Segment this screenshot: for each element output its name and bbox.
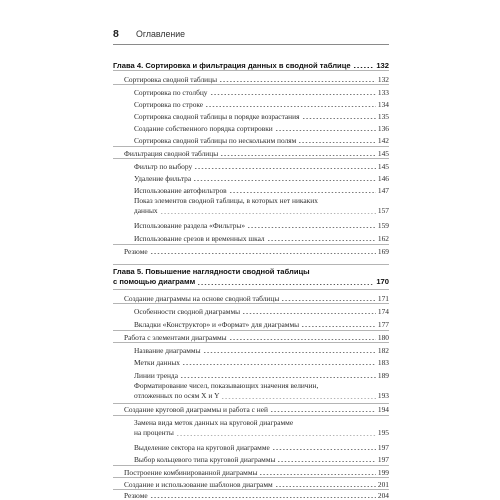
dot-leader	[194, 168, 376, 169]
dot-leader	[150, 497, 376, 498]
toc-chapter-5[interactable]: Глава 5. Повышение наглядности сводной таблицы с помощью диаграмм 170	[113, 267, 389, 287]
dot-leader	[229, 192, 376, 193]
dot-leader	[302, 118, 376, 119]
dot-leader	[267, 240, 376, 241]
dot-leader	[275, 130, 376, 131]
dot-leader	[220, 155, 376, 156]
toc-entry[interactable]: Создание собственного порядка сортировки 136	[134, 124, 389, 133]
toc-entry[interactable]: Сортировка по строке 134	[134, 100, 389, 109]
toc-entry[interactable]: Показ элементов сводной таблицы, в которых нет никаких данных 157	[134, 196, 389, 216]
toc-entry[interactable]: Создание и использование шаблонов диаграмм 201	[124, 480, 389, 489]
toc-entry[interactable]: Работа с элементами диаграммы 180	[124, 333, 389, 342]
dot-leader	[203, 352, 376, 353]
chapter-rule	[113, 264, 389, 265]
dot-leader	[229, 339, 376, 340]
dot-leader	[242, 313, 376, 314]
toc-entry[interactable]: Сортировка сводной таблицы по нескольким полям 142	[134, 136, 389, 145]
dot-leader	[150, 253, 376, 254]
dot-leader	[160, 213, 376, 214]
toc-entry[interactable]: Фильтр по выбору 145	[134, 162, 389, 171]
chapter-rule	[113, 70, 389, 71]
dot-leader	[298, 142, 376, 143]
dot-leader	[277, 461, 375, 462]
running-title: Оглавление	[136, 29, 186, 39]
toc-entry[interactable]: Название диаграммы 182	[134, 346, 389, 355]
toc-entry[interactable]: Вкладки «Конструктор» и «Формат» для диаграммы 177	[134, 320, 389, 329]
toc-entry[interactable]: Использование автофильтров 147	[134, 186, 389, 195]
toc-entry[interactable]: Создание диаграммы на основе сводной таблицы 171	[124, 294, 389, 303]
toc-entry[interactable]: Использование раздела «Фильтры» 159	[134, 221, 389, 230]
toc-entry[interactable]: Сортировка сводной таблицы в порядке возрастания 135	[134, 112, 389, 121]
dot-leader	[353, 67, 375, 68]
entry-rule	[113, 415, 389, 416]
toc-entry[interactable]: Построение комбинированной диаграммы 199	[124, 468, 389, 477]
dot-leader	[281, 300, 376, 301]
dot-leader	[180, 377, 376, 378]
dot-leader	[182, 364, 376, 365]
toc-entry[interactable]: Линии тренда 189	[134, 371, 389, 380]
dot-leader	[210, 94, 376, 95]
toc-entry[interactable]: Резюме 204	[124, 491, 389, 500]
dot-leader	[247, 227, 376, 228]
toc-entry[interactable]: Удаление фильтра 146	[134, 174, 389, 183]
toc-entry[interactable]: Сортировка сводной таблицы 132	[124, 75, 389, 84]
dot-leader	[301, 326, 376, 327]
dot-leader	[275, 486, 376, 487]
toc-entry[interactable]: Выбор кольцевого типа круговой диаграммы 197	[134, 455, 389, 464]
toc-entry[interactable]: Метки данных 183	[134, 358, 389, 367]
toc-entry[interactable]: Использование срезов и временных шкал 162	[134, 234, 389, 243]
toc-chapter-4[interactable]: Глава 4. Сортировка и фильтрация данных в сводной таблице 132	[113, 61, 389, 70]
dot-leader	[272, 449, 376, 450]
dot-leader	[205, 106, 376, 107]
dot-leader	[219, 81, 376, 82]
dot-leader	[270, 411, 376, 412]
toc-entry[interactable]: Сортировка по столбцу 133	[134, 88, 389, 97]
chapter-rule	[113, 289, 389, 290]
toc-entry[interactable]: Замена вида меток данных на круговой диаграмме на проценты 195	[134, 418, 389, 438]
toc-entry[interactable]: Выделение сектора на круговой диаграмме 197	[134, 443, 389, 452]
dot-leader	[221, 398, 375, 399]
dot-leader	[259, 474, 375, 475]
dot-leader	[193, 180, 376, 181]
toc-entry[interactable]: Резюме 169	[124, 247, 389, 256]
toc-entry[interactable]: Создание круговой диаграммы и работа с ней 194	[124, 405, 389, 414]
dot-leader	[176, 435, 376, 436]
toc-entry[interactable]: Особенности сводной диаграммы 174	[134, 307, 389, 316]
toc-entry[interactable]: Форматирование чисел, показывающих значения величин, отложенных по осям X и Y 193	[134, 381, 389, 401]
toc-entry[interactable]: Фильтрация сводной таблицы 145	[124, 149, 389, 158]
dot-leader	[197, 284, 374, 285]
page-number: 8	[113, 28, 119, 40]
